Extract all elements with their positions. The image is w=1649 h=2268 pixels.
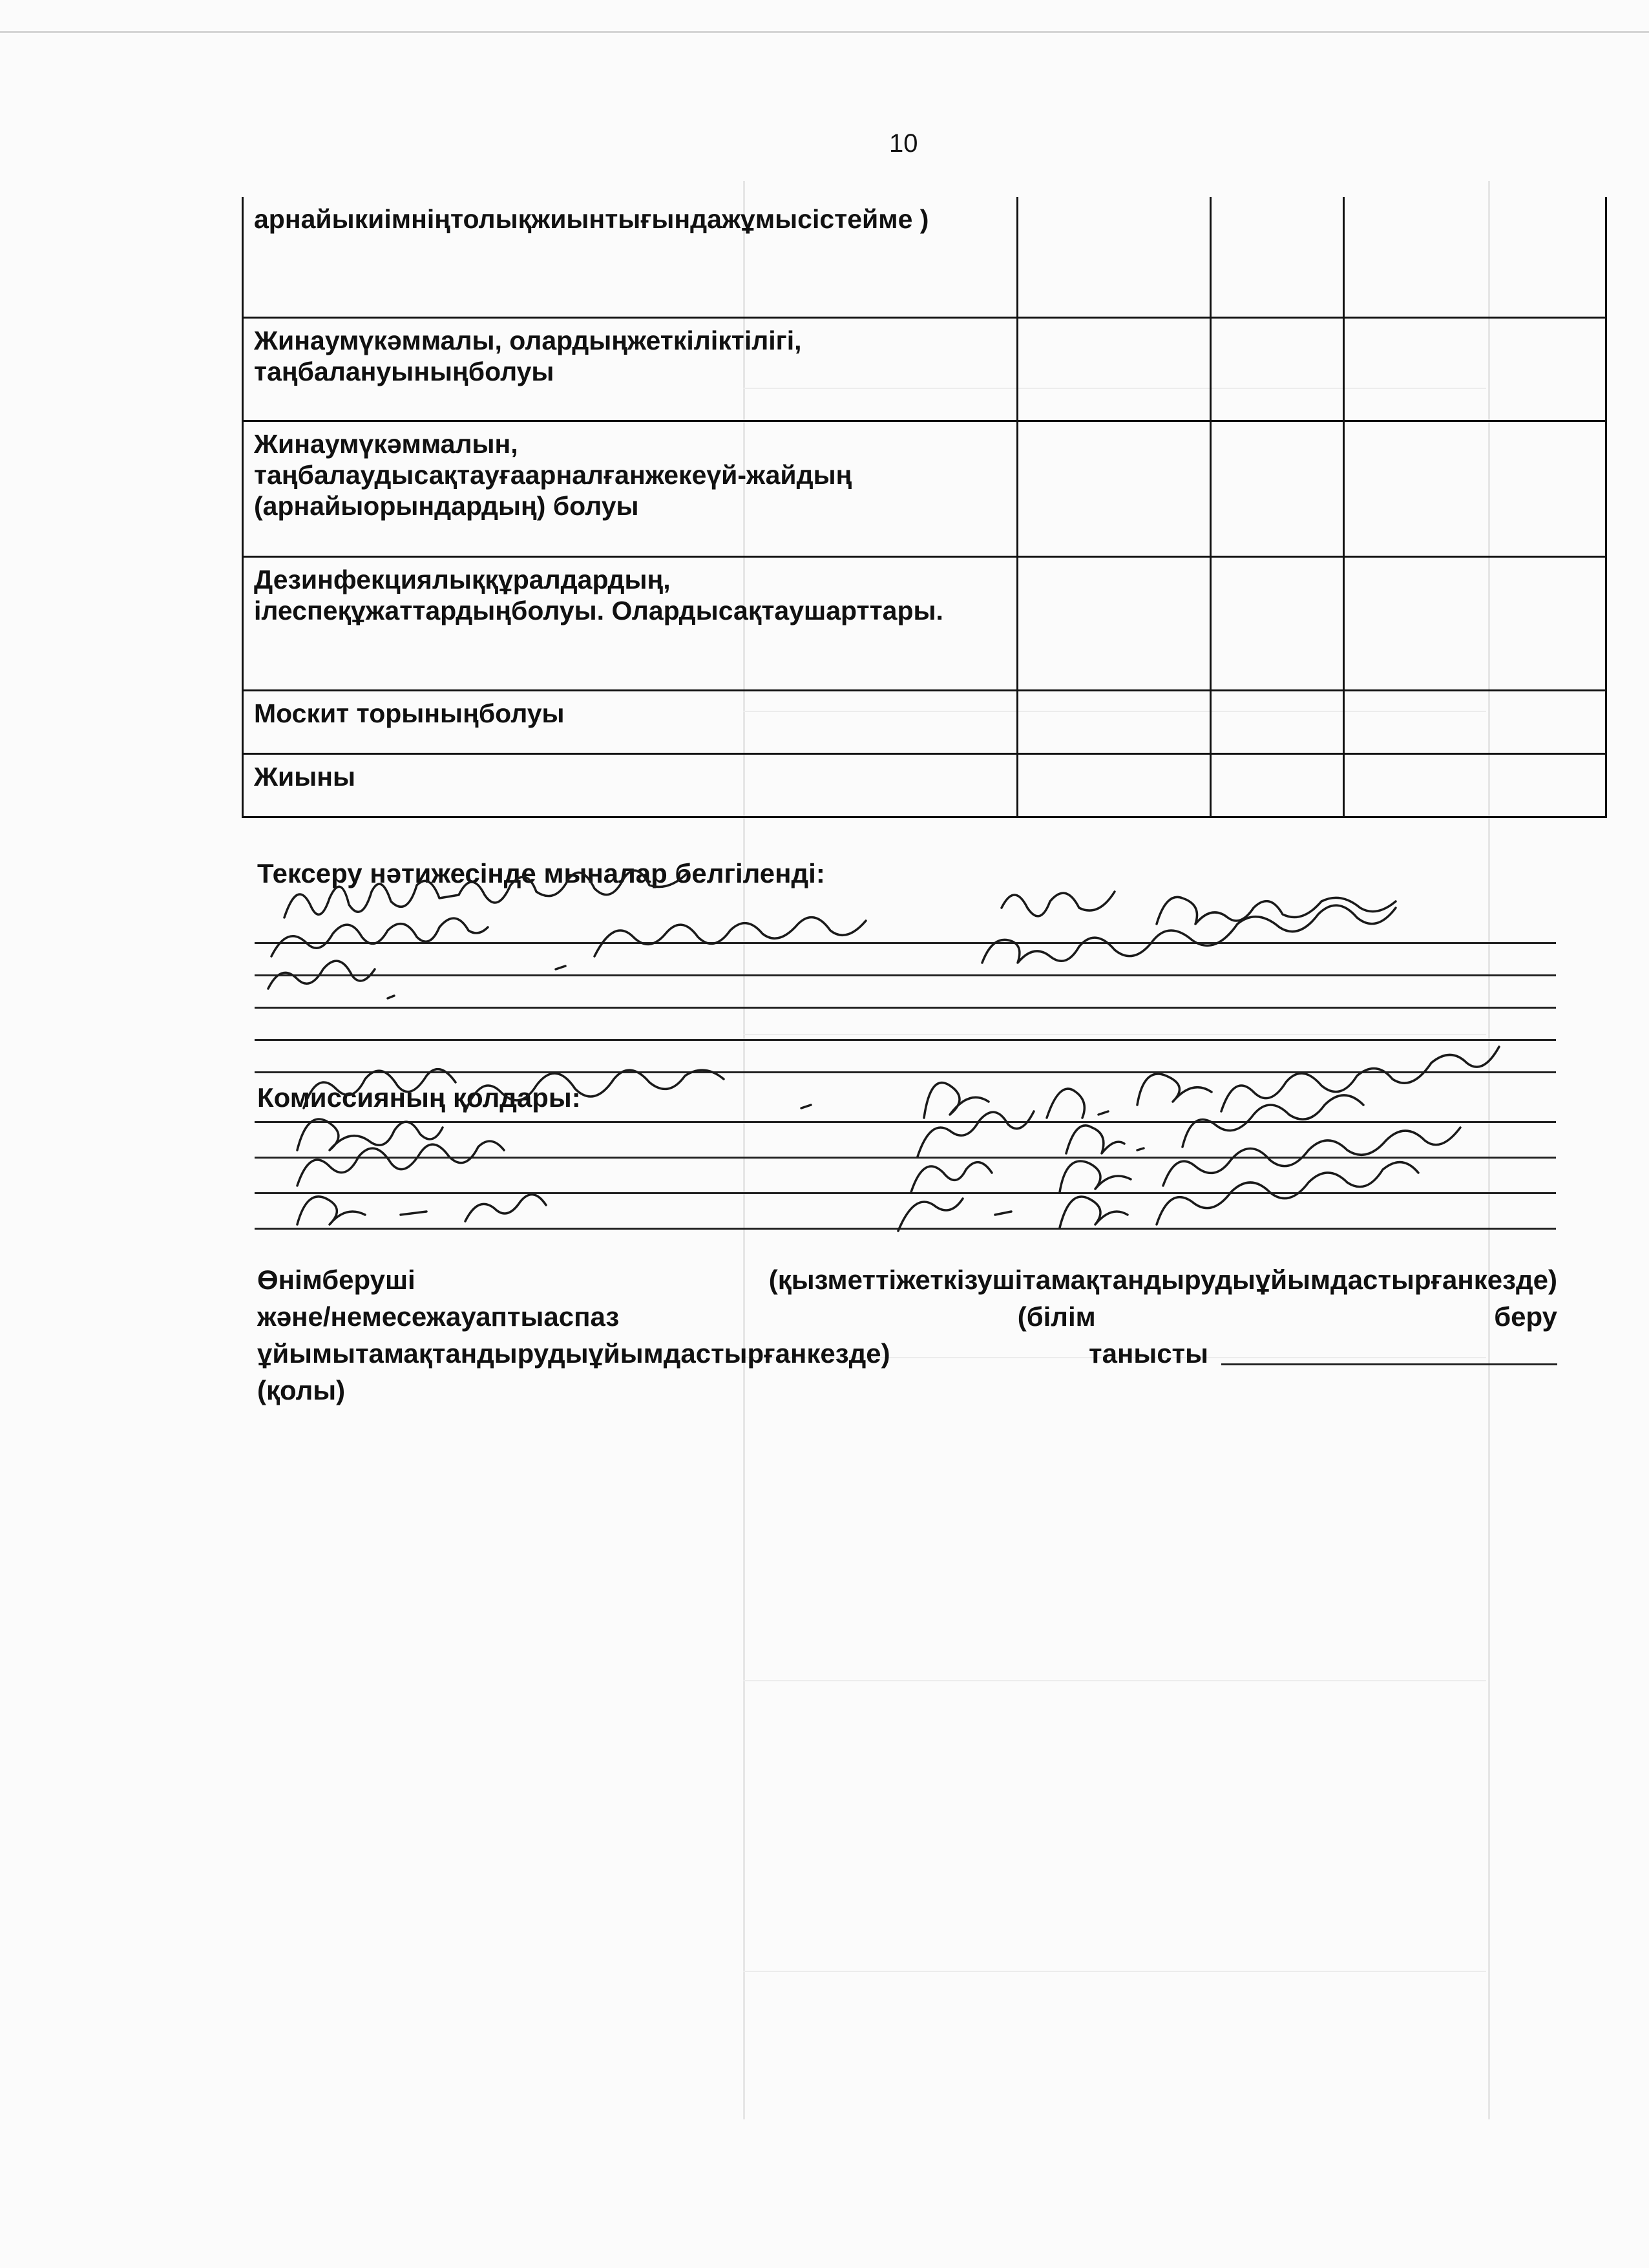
producer-label: Өнімберуші	[257, 1265, 415, 1295]
cell	[1344, 753, 1606, 817]
cell	[1211, 317, 1344, 421]
inspection-line	[255, 1039, 1556, 1041]
producer-note: (қызметтіжеткізушітамақтандырудыұйымдастырғанкезде)	[768, 1265, 1557, 1295]
acquainted-label: танысты	[1089, 1338, 1208, 1369]
table-row	[243, 197, 1606, 317]
producer-note-start: (білім	[1017, 1301, 1096, 1332]
row-label: Жиыны	[243, 753, 1018, 817]
cell	[1018, 197, 1211, 317]
row-label: Жинаумүкәммалы, олардыңжеткіліктілігі, таңбалануыныңболуы	[243, 317, 1018, 421]
scan-edge	[0, 31, 1649, 33]
table-row	[243, 690, 1606, 753]
inspection-line	[255, 974, 1556, 976]
cell	[1344, 197, 1606, 317]
inspection-line	[255, 942, 1556, 944]
signature-line	[255, 1228, 1556, 1230]
producer-note-word: беру	[1494, 1301, 1557, 1332]
row-label: Москит торыныңболуы	[243, 690, 1018, 753]
row-label: арнайыкиімніңтолықжиынтығындажұмысістейме )	[243, 197, 1018, 317]
cell	[1211, 556, 1344, 690]
signature-line	[255, 1157, 1556, 1159]
producer-line-1	[257, 1261, 1557, 1298]
producer-line-3	[257, 1335, 1557, 1372]
producer-acknowledgement	[257, 1261, 1557, 1409]
bleed-through-line	[743, 1034, 1486, 1035]
cell	[1344, 421, 1606, 556]
cell	[1211, 690, 1344, 753]
bleed-through-line	[743, 1680, 1486, 1681]
cell	[1211, 421, 1344, 556]
cell	[1018, 556, 1211, 690]
cell	[1018, 421, 1211, 556]
signature-line	[255, 1192, 1556, 1194]
row-label: Жинаумүкәммалын, таңбалаудысақтауғаарналғанжекеүй-жайдың (арнайыорындардың) болуы	[243, 421, 1018, 556]
acquainted-signature-line	[1221, 1363, 1557, 1365]
cell	[1344, 556, 1606, 690]
handwritten-findings-line-3	[268, 961, 394, 998]
table-row	[243, 421, 1606, 556]
cell	[1211, 753, 1344, 817]
producer-line-2	[257, 1298, 1557, 1335]
acquainted-group	[1089, 1335, 1557, 1372]
cell	[1211, 197, 1344, 317]
bleed-through-line	[743, 1971, 1486, 1972]
table-row	[243, 556, 1606, 690]
signature-caption: (қолы)	[257, 1375, 346, 1405]
inspection-line	[255, 1071, 1556, 1073]
row-label: Дезинфекциялыққұралдардың, ілеспеқұжаттардыңболуы. Олардысақтаушарттары.	[243, 556, 1018, 690]
cell	[1344, 690, 1606, 753]
inspection-line	[255, 1007, 1556, 1009]
producer-note-end: ұйымытамақтандырудыұйымдастырғанкезде)	[257, 1338, 890, 1369]
inspection-title: Тексеру нәтижесінде мыналар белгіленді:	[257, 858, 825, 888]
signature-line	[255, 1121, 1556, 1123]
table-row	[243, 317, 1606, 421]
cell	[1018, 317, 1211, 421]
table-row	[243, 753, 1606, 817]
checklist-table	[242, 197, 1607, 818]
producer-line-4	[257, 1372, 1557, 1409]
cell	[1018, 690, 1211, 753]
commission-title: Комиссияның қолдары:	[257, 1082, 581, 1113]
page-number: 10	[889, 129, 918, 158]
cell	[1018, 753, 1211, 817]
producer-cook-label: және/немесежауаптыаспаз	[257, 1301, 620, 1332]
cell	[1344, 317, 1606, 421]
